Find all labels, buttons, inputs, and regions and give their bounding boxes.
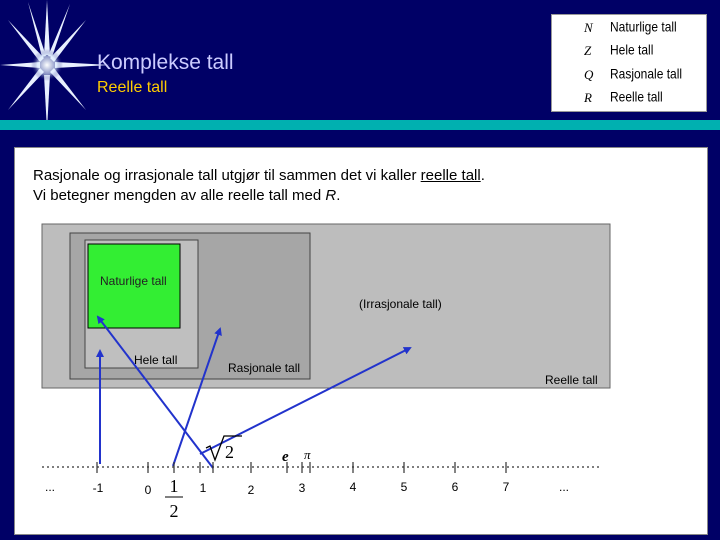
tick-label-neg1: -1 — [92, 481, 104, 495]
tick-label-4: 4 — [349, 480, 357, 494]
intro-line2-text: Vi betegner mengden av alle reelle tall med — [33, 187, 326, 204]
intro-line1-text: Rasjonale og irrasjonale tall utgjør til sammen det vi kaller — [33, 167, 421, 184]
half-denominator: 2 — [169, 501, 179, 521]
legend-label-rasjonale: Rasjonale tall — [610, 65, 683, 83]
tick-label-2: 2 — [247, 483, 255, 497]
half-numerator: 1 — [169, 476, 179, 496]
right-ellipsis-label: ... — [558, 480, 569, 494]
tick-label-7: 7 — [502, 480, 510, 494]
hele-set-label: Hele tall — [134, 353, 178, 367]
slide-subtitle: Reelle tall — [97, 79, 168, 96]
legend-label-naturlige: Naturlige tall — [610, 18, 677, 36]
left-ellipsis-label: ... — [44, 480, 55, 494]
legend-symbol-r: R — [584, 90, 592, 105]
tick-label-5: 5 — [400, 480, 408, 494]
tick-label-6: 6 — [451, 480, 459, 494]
naturlige-set-label: Naturlige tall — [100, 274, 167, 288]
tick-label-1: 1 — [199, 481, 207, 495]
intro-reelle-tall-term: reelle tall — [420, 167, 481, 184]
intro-line2-end: . — [336, 187, 341, 204]
legend-symbol-q: Q — [584, 67, 594, 82]
reelle-set-label: Reelle tall — [545, 373, 598, 387]
intro-r-symbol: R — [325, 187, 337, 204]
pi-symbol: π — [304, 447, 311, 462]
rasjonale-set-label: Rasjonale tall — [228, 361, 301, 375]
sqrt-radical-icon — [206, 436, 242, 460]
irrasjonale-set-label: (Irrasjonale tall) — [359, 297, 442, 311]
legend-label-hele: Hele tall — [610, 41, 654, 59]
intro-line1-end: . — [480, 167, 485, 184]
sqrt-radicand: 2 — [225, 442, 234, 462]
legend-symbol-n: N — [584, 20, 593, 35]
legend-symbol-z: Z — [584, 43, 592, 58]
tick-label-0: 0 — [144, 483, 152, 497]
slide-title: Komplekse tall — [97, 51, 234, 74]
tick-label-3: 3 — [298, 481, 306, 495]
e-symbol: e — [282, 449, 289, 465]
legend-label-reelle: Reelle tall — [610, 88, 663, 106]
